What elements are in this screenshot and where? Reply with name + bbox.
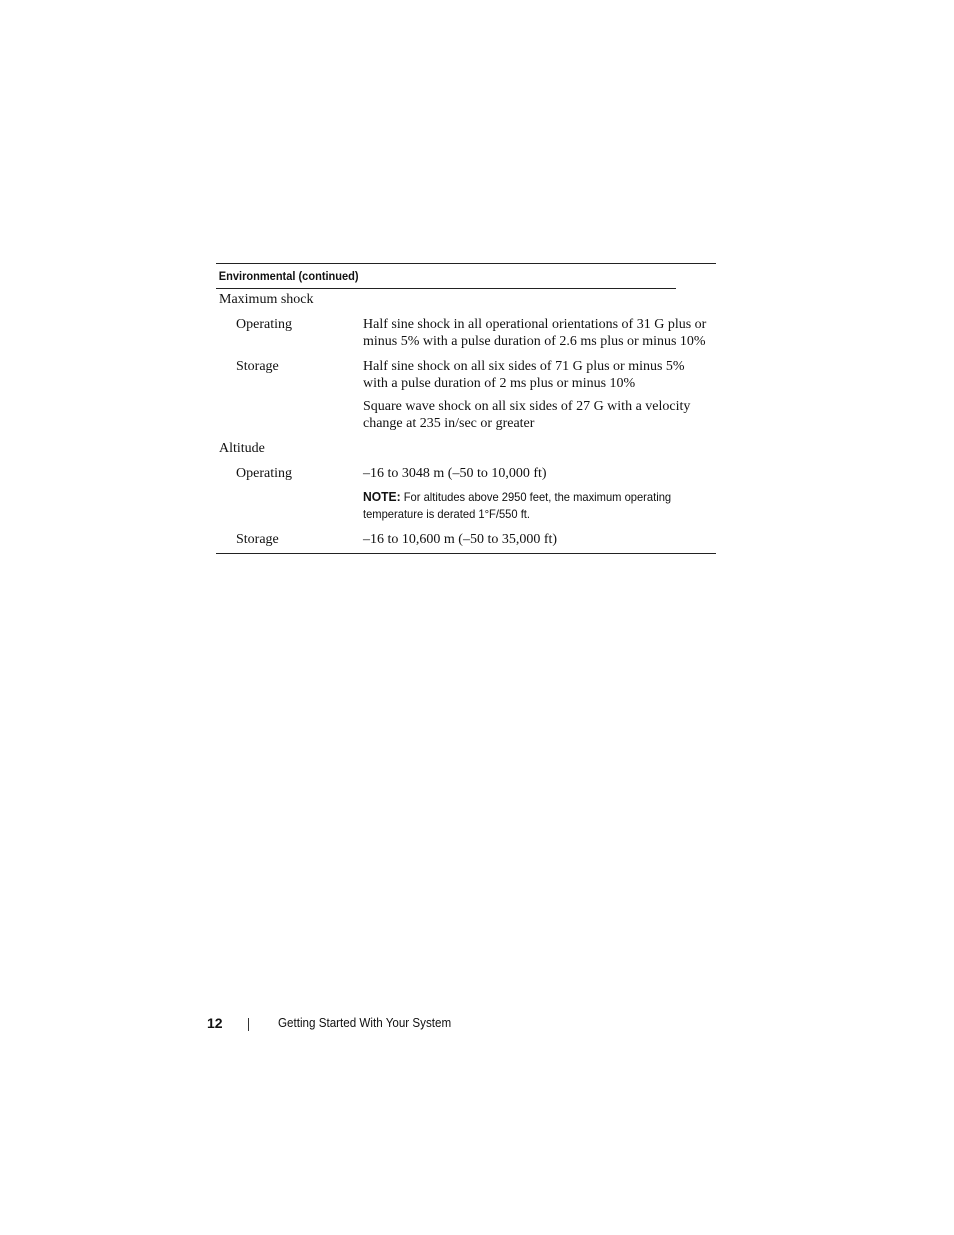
row-value (363, 316, 708, 350)
row-shock-storage (216, 358, 716, 432)
note-label: NOTE: (363, 489, 401, 504)
value-paragraph: Half sine shock in all operational orientations of 31 G plus or minus 5% with a pulse duration of 2.6 ms plus or minus 10% (363, 317, 707, 349)
row-label: Operating (236, 317, 292, 332)
row-value (363, 531, 708, 548)
value-paragraph: –16 to 10,600 m (–50 to 35,000 ft) (363, 532, 558, 547)
category-altitude: Altitude (219, 441, 265, 456)
value-paragraph: –16 to 3048 m (–50 to 10,000 ft) (363, 466, 547, 481)
value-paragraph: Half sine shock on all six sides of 71 G plus or minus 5% with a pulse duration of 2 ms plus or minus 10% (363, 359, 685, 391)
row-altitude-storage (216, 531, 716, 548)
row-label: Operating (236, 466, 292, 481)
category-maximum-shock: Maximum shock (219, 292, 314, 307)
value-paragraph: Square wave shock on all six sides of 27 G with a velocity change at 235 in/sec or greater (363, 399, 691, 431)
row-value (363, 358, 708, 432)
table-header: Environmental (continued) (216, 264, 676, 289)
note (363, 488, 707, 523)
row-value (363, 465, 708, 523)
note-text: For altitudes above 2950 feet, the maximum operating temperature is derated 1°F/550 ft. (363, 490, 672, 521)
footer-divider (248, 1018, 249, 1031)
footer-title: Getting Started With Your System (278, 1016, 452, 1030)
row-altitude-operating (216, 465, 716, 523)
page-number: 12 (207, 1015, 223, 1031)
row-shock-operating (216, 316, 716, 350)
row-label: Storage (236, 532, 279, 547)
environmental-table (216, 263, 716, 554)
row-label: Storage (236, 359, 279, 374)
page-footer (0, 1014, 954, 1034)
